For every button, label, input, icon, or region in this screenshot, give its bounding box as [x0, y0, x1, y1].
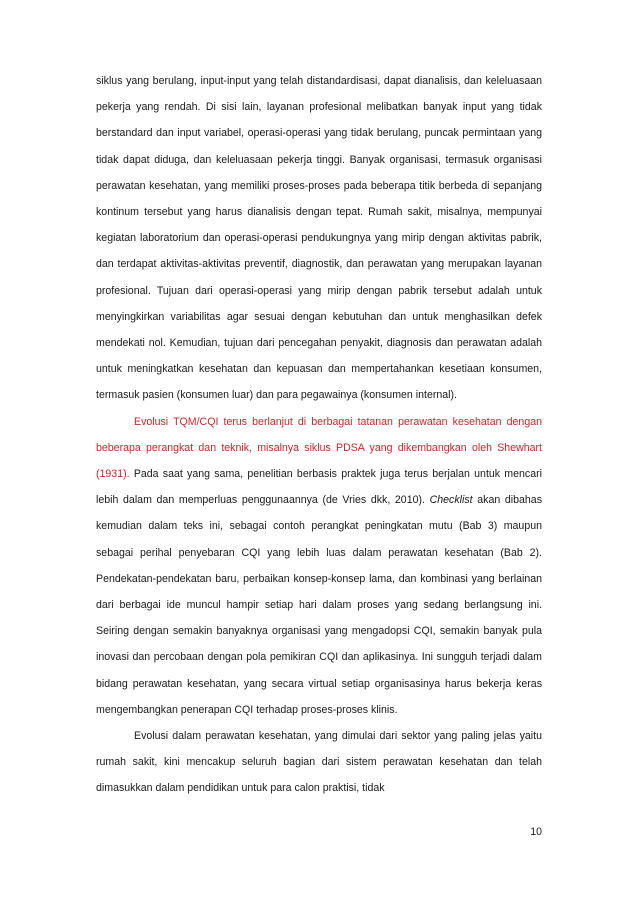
paragraph-3: Evolusi dalam perawatan kesehatan, yang dimulai dari sektor yang paling jelas yaitu rumah sakit, kini mencakup seluruh bagian dari sistem perawatan kesehatan dan telah dimasukkan dalam pendidikan untuk para calon praktisi, tidak [96, 730, 542, 795]
paragraph-2-text-a: Pada saat yang sama, penelitian berbasis praktek juga terus berjalan untuk mencari lebih dalam dan memperluas penggunaannya (de Vries dkk, 2010). [96, 468, 542, 507]
page-number: 10 [530, 826, 542, 838]
italic-term: Checklist [429, 494, 473, 507]
paragraph-2-text-b: akan dibahas kemudian dalam teks ini, sebagai contoh perangkat peningkatan mutu (Bab 3) maupun sebagai perihal penyebaran CQI yang lebih luas dalam perawatan kesehatan (Bab 2). Pendekatan-pendekatan baru, perbaikan konsep-konsep lama, dan kombinasi yang berlainan dari berbagai ide muncul hampir setiap hari dalam proses yang sedang berlangsung ini. Seiring dengan semakin banyaknya organisasi yang mengadopsi CQI, semakin banyak pula inovasi dan percobaan dengan pola pemikiran CQI dan aplikasinya. Ini sungguh terjadi dalam bidang perawatan kesehatan, yang secara virtual setiap organisasinya harus bekerja keras mengembangkan penerapan CQI terhadap proses-proses klinis. [96, 494, 543, 716]
paragraph-2 [96, 409, 542, 723]
highlighted-text: Evolusi TQM/CQI terus berlanjut di berbagai tatanan perawatan kesehatan dengan beberapa perangkat dan teknik, misalnya siklus PDSA yang dikembangkan oleh Shewhart (1931). [96, 415, 542, 481]
paragraph-1: siklus yang berulang, input-input yang telah distandardisasi, dapat dianalisis, dan keleluasaan pekerja yang rendah. Di sisi lain, layanan profesional melibatkan banyak input yang tidak berstandard dan input variabel, operasi-operasi yang tidak berulang, puncak permintaan yang tidak dapat diduga, dan keleluasaan pekerja tinggi. Banyak organisasi, termasuk organisasi perawatan kesehatan, yang memiliki proses-proses pada beberapa titik berbeda di sepanjang kontinum tersebut yang harus dianalisis dengan tepat. Rumah sakit, misalnya, mempunyai kegiatan laboratorium dan operasi-operasi pendukungnya yang mirip dengan aktivitas pabrik, dan terdapat aktivitas-aktivitas preventif, diagnostik, dan perawatan yang merupakan layanan profesional. Tujuan dari operasi-operasi yang mirip dengan pabrik tersebut adalah untuk menyingkirkan variabilitas agar sesuai dengan kebutuhan dan untuk menghasilkan defek mendekati nol. Kemudian, tujuan dari pencegahan penyakit, diagnosis dan perawatan adalah untuk meningkatkan kesehatan dan kepuasan dan mempertahankan kesetiaan konsumen, termasuk pasien (konsumen luar) dan para pegawainya (konsumen internal). [96, 75, 542, 402]
body-text [96, 68, 542, 802]
